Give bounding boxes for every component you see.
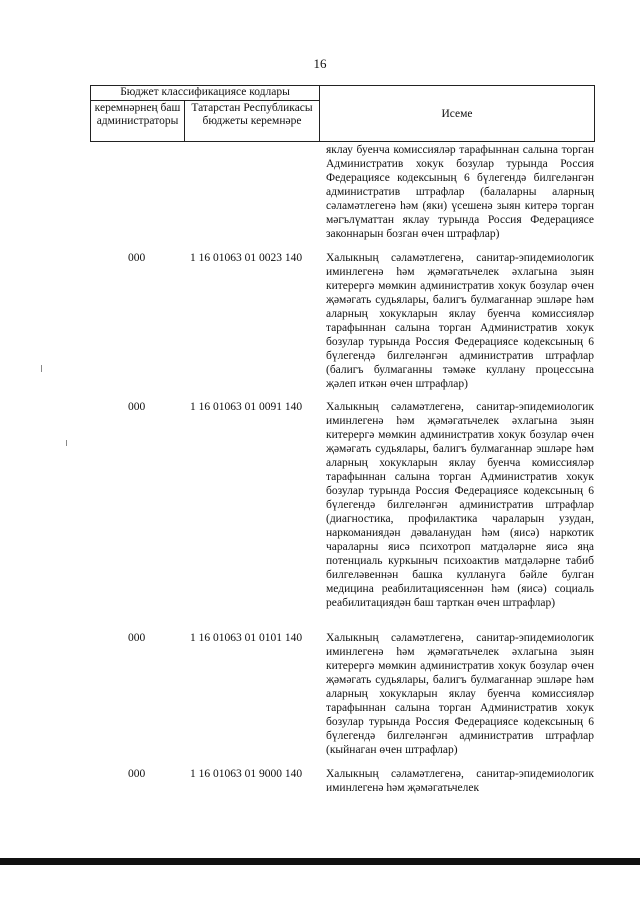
header-col-name: Исеме (319, 85, 595, 142)
scan-mark (41, 365, 42, 372)
row-1-budget-code: 1 16 01063 01 0023 140 (190, 252, 303, 264)
header-col-budget: Татарстан Республикасы бюджеты керемнәре (184, 100, 320, 142)
row-4-description: Халыкның сәламәтлегенә, санитар-эпидемиологик иминлегенә һәм җәмәгатьчелек (326, 768, 594, 794)
row-3-budget-code: 1 16 01063 01 0101 140 (190, 632, 303, 644)
row-2-admin-code: 000 (128, 401, 146, 413)
row-1-admin-code: 000 (128, 252, 146, 264)
scan-mark (66, 440, 67, 446)
header-col-admin: керемнәрнең баш администраторы (90, 100, 185, 142)
row-2-description: Халыкның сәламәтлегенә, санитар-эпидемиологик иминлегенә һәм җәмәгатьчелек әхлагына зыян китерергә мөмкин административ хокук бозулар өчен җәмәгать судьялары, балигъ булмаганнар эшләре һәм аларның хокукларын яклау буенча комиссияләр тарафыннан салына торган Административ хокук бозулар турында Россия Федерациясе кодексының 6 бүлегендә билгеләнгән административ штрафлар (диагностика, профилактика чараларын узудан, наркоманиядән дәваланудан һәм (яисә) наркотик чараларны яисә психотроп матдәләрне яисә яңа потенциаль куркыныч психоактив матдәләрне табиб билгеләвеннән башка куллануга бәйле булган медицина реабилитациясеннән һәм (яисә) социаль реабилитациядән баш тарткан өчен штрафлар) (326, 401, 594, 609)
row-4-budget-code: 1 16 01063 01 9000 140 (190, 768, 303, 780)
page-number: 16 (313, 56, 327, 71)
row-4-admin-code: 000 (128, 768, 146, 780)
row-2-budget-code: 1 16 01063 01 0091 140 (190, 401, 303, 413)
continuation-text: яклау буенча комиссияләр тарафыннан салына торган Административ хокук бозулар турында Россия Федерациясе кодексының 6 бүлегендә билгеләнгән административ штрафлар (балаларны аларның сәламәтлегенә һәм (яки) үсешенә зыян китерә торган мәгълүматтан яклау турында Россия Федерациясе законнарын бозган өчен штрафлар) (326, 144, 594, 240)
row-3-description: Халыкның сәламәтлегенә, санитар-эпидемиологик иминлегенә һәм җәмәгатьчелек әхлагына зыян китерергә мөмкин административ хокук бозулар өчен җәмәгать судьялары, балигъ булмаганнар эшләре һәм аларның хокукларын яклау буенча комиссияләр тарафыннан салына торган Административ хокук бозулар турында Россия Федерациясе кодексының 6 бүлегендә билгеләнгән административ штрафлар (кыйнаган өчен штрафлар) (326, 632, 594, 756)
header-group-title: Бюджет классификациясе кодлары (90, 85, 320, 101)
scan-bottom-edge (0, 858, 640, 865)
row-1-description: Халыкның сәламәтлегенә, санитар-эпидемиологик иминлегенә һәм җәмәгатьчелек әхлагына зыян китерергә мөмкин административ хокук бозулар өчен җәмәгать судьялары, балигъ булмаганнар эшләре һәм аларның хокукларын яклау буенча комиссияләр тарафыннан салына торган Административ хокук бозулар турында Россия Федерациясе кодексының 6 бүлегендә билгеләнгән административ штрафлар (балигъ булмаганны тәмәке куллану процессына җәлеп иткән өчен штрафлар) (326, 252, 594, 390)
row-3-admin-code: 000 (128, 632, 146, 644)
